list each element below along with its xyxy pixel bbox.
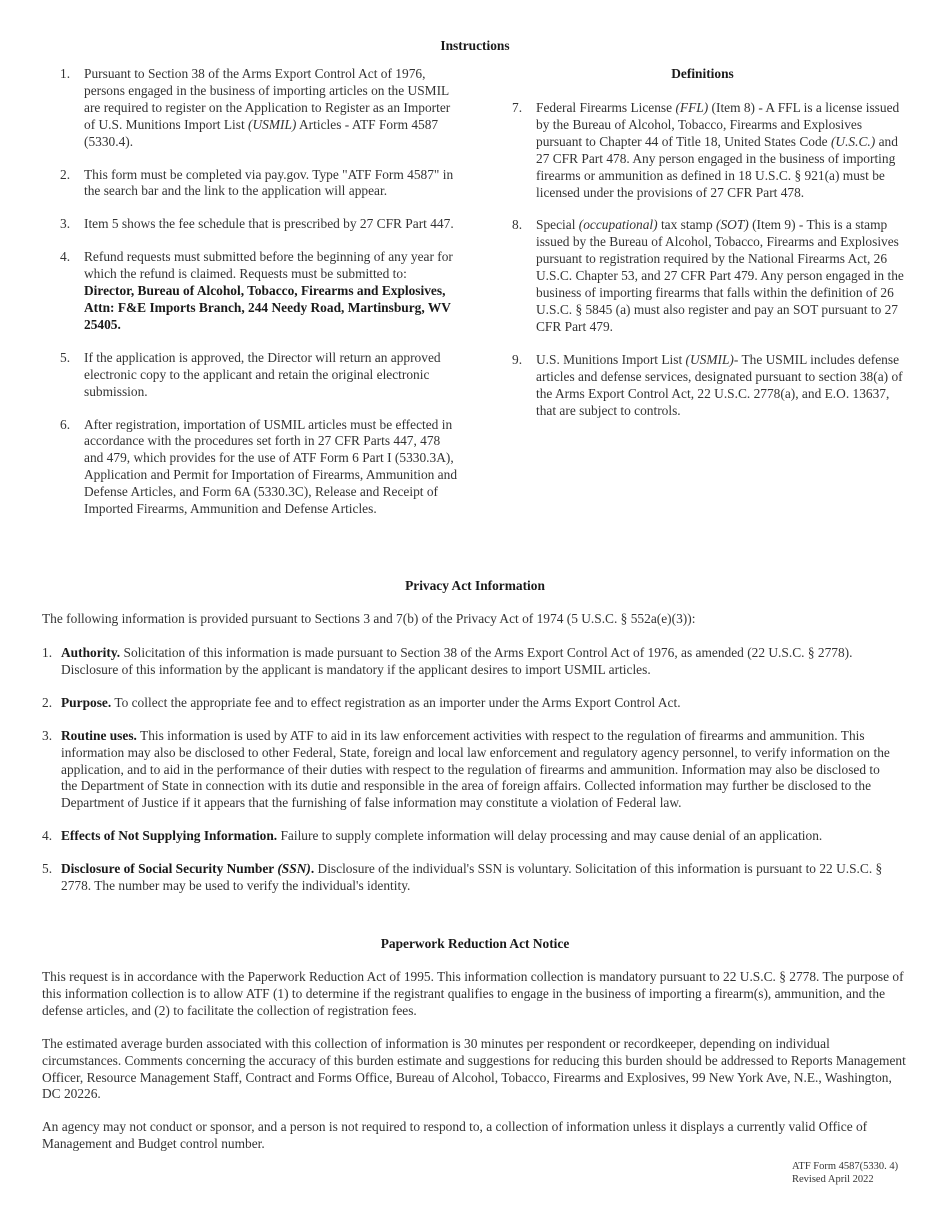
definitions-list: [512, 100, 907, 419]
instruction-item-3: 3. Item 5 shows the fee schedule that is prescribed by 27 CFR Part 447.: [60, 216, 454, 232]
privacy-item-routine-uses: 3. Routine uses. This information is used by ATF to aid in its law enforcement activities with respect to the regulation of firearms and ammunition. This information may also be disclosed to other Federal, State, foreign and local law enforcement and regulatory agency personnel, to verify information on the application, and to aid in the performance of their duties with respect to the regulation of firearms and ammunition. Information may also be disclosed to the Department of State in connection with its dutie and responsible in the area of foreign affairs. Collected information may further be disclosed to the Department of Justice if it appears that the furnishing of false information may constitute a violation of Federal law.: [42, 727, 890, 811]
paperwork-heading: Paperwork Reduction Act Notice: [380, 936, 570, 951]
form-footer: [792, 1161, 898, 1186]
paperwork-body: [42, 969, 908, 1153]
instruction-item-6: 6. After registration, importation of USMIL articles must be effected in accordance with the procedures set forth in 27 CFR Parts 447, 478 and 479, which provides for the use of ATF Form 6 Part I (5330.3A), Application and Permit for Importation of Firearms, Ammunition and Defense Articles, and Form 6A (5330.3C), Release and Receipt of Imported Firearms, Ammunition and Defense Articles.: [60, 416, 458, 517]
instructions-list: [60, 66, 460, 518]
form-id: ATF Form 4587(5330. 4): [792, 1161, 899, 1172]
privacy-item-effects: 4. Effects of Not Supplying Information. Failure to supply complete information will delay processing and may cause denial of an application.: [42, 828, 823, 844]
instruction-item-5: 5. If the application is approved, the Director will return an approved electronic copy to the applicant and retain the original electronic submission.: [60, 349, 441, 399]
instructions-heading: Instructions: [440, 38, 510, 53]
definition-item-9: 9. U.S. Munitions Import List (USMIL)- The USMIL includes defense articles and defense services, designated pursuant to section 38(a) of the Arms Export Control Act, 22 U.S.C. 2778(a), and E.O. 13637, that are subject to controls.: [512, 351, 903, 418]
privacy-item-purpose: 2. Purpose. To collect the appropriate fee and to effect registration as an importer under the Arms Export Control Act.: [42, 694, 681, 710]
paperwork-paragraph-1: This request is in accordance with the Paperwork Reduction Act of 1995. This information collection is mandatory pursuant to 22 U.S.C. § 2778. The purpose of this information collection is to allow ATF (1) to determine if the registrant qualifies to engage in the business of importing a firearm(s), ammunition, and the defense articles, and (2) to facilitate the collection of registration fees.: [42, 969, 904, 1018]
definition-item-8: 8. Special (occupational) tax stamp (SOT) (Item 9) - This is a stamp issued by the Bureau of Alcohol, Tobacco, Firearms and Explosives pursuant to registration required by the National Firearms Act, 26 U.S.C. Chapter 53, and 27 CFR Part 479. Any person engaged in the business of importing firearms that falls within the definition of 26 U.S.C. § 5845 (a) must also register and pay an SOT pursuant to 27 CFR Part 479.: [512, 217, 904, 334]
definition-item-7: 7. Federal Firearms License (FFL) (Item 8) - A FFL is a license issued by the Bureau of Alcohol, Tobacco, Firearms and Explosives pursuant to Chapter 44 of Title 18, United States Code (U.S.C.) and 27 CFR Part 478. Any person engaged in the business of importing firearms or ammunition as defined in 18 U.S.C. § 921(a) must be licensed under the provisions of 27 CFR Part 478.: [512, 100, 900, 200]
paperwork-paragraph-2: The estimated average burden associated with this collection of information is 30 minutes per respondent or recordkeeper, depending on individual circumstances. Comments concerning the accuracy of this burden estimate and suggestions for reducing this burden should be addressed to Reports Management Officer, Resource Management Staff, Contract and Forms Office, Bureau of Alcohol, Tobacco, Firearms and Explosives, 99 New York Ave, N.E., Washington, DC 20226.: [42, 1035, 906, 1102]
privacy-intro: The following information is provided pursuant to Sections 3 and 7(b) of the Privacy Act of 1974 (5 U.S.C. § 552a(e)(3)):: [42, 611, 696, 626]
instruction-item-4: 4. Refund requests must submitted before the beginning of any year for which the refund is claimed. Requests must be submitted to: Director, Bureau of Alcohol, Tobacco, Firearms and Explosives, Attn: F&E Imports Branch, 244 Needy Road, Martinsburg, WV 25405.: [60, 249, 453, 332]
refund-address: Director, Bureau of Alcohol, Tobacco, Firearms and Explosives, Attn: F&E Imports Branch, 244 Needy Road, Martinsburg, WV 25405.: [84, 283, 451, 332]
paperwork-paragraph-3: An agency may not conduct or sponsor, and a person is not required to respond to, a collection of information unless it displays a currently valid Office of Management and Budget control number.: [42, 1119, 868, 1152]
revision-date: Revised April 2022: [792, 1173, 874, 1185]
privacy-item-authority: 1. Authority. Solicitation of this information is made pursuant to Section 38 of the Arms Export Control Act of 1976, as amended (22 U.S.C. § 2778). Disclosure of this information by the applicant is mandatory if the applicant desires to import USMIL articles.: [42, 645, 853, 677]
privacy-heading: Privacy Act Information: [405, 578, 545, 593]
instruction-item-1: 1. Pursuant to Section 38 of the Arms Export Control Act of 1976, persons engaged in the business of importing articles on the USMIL are required to register on the Application to Register as an Importer of U.S. Munitions Import List (USMIL) Articles - ATF Form 4587 (5330.4).: [60, 66, 451, 149]
privacy-item-ssn: 5. Disclosure of Social Security Number (SSN). Disclosure of the individual's SSN is voluntary. Solicitation of this information is pursuant to 22 U.S.C. § 2778. The number may be used to verify the individual's identity.: [42, 861, 883, 894]
instruction-item-2: 2. This form must be completed via pay.gov. Type "ATF Form 4587" in the search bar and the link to the application will appear.: [60, 166, 454, 199]
privacy-list: [42, 645, 898, 895]
definitions-heading: Definitions: [671, 66, 734, 81]
